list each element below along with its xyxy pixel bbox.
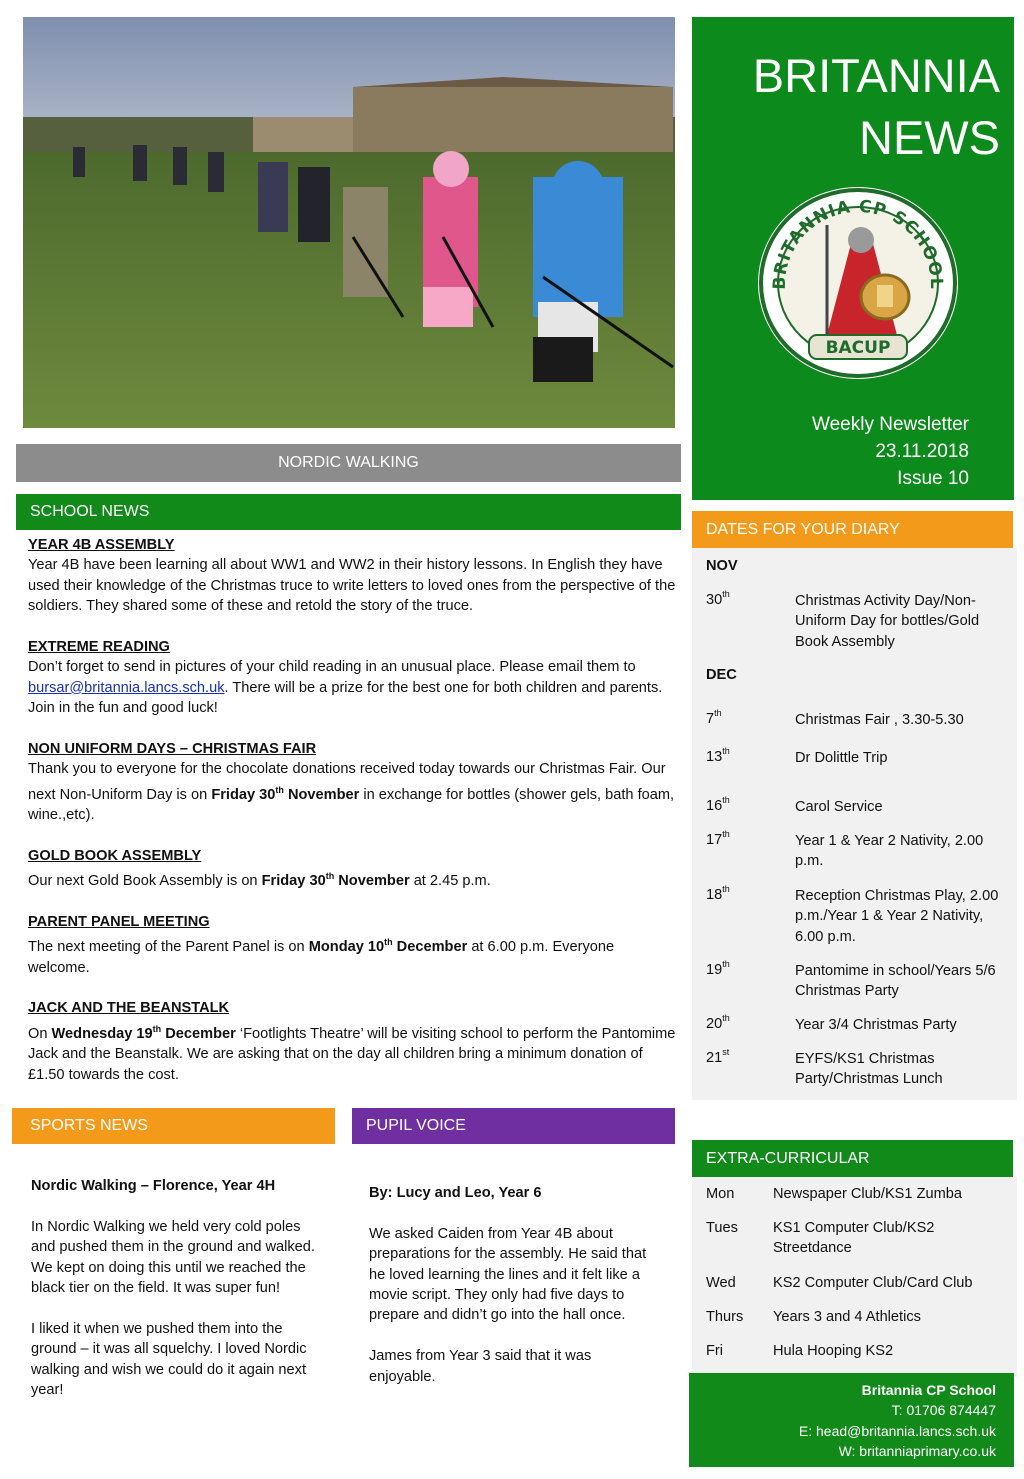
news-item	[28, 998, 678, 1084]
diary-event: Reception Christmas Play, 2.00 p.m./Year 1 & Year 2 Nativity, 6.00 p.m.	[795, 888, 999, 945]
diary-month-dec: DEC	[706, 667, 737, 683]
club-day: Wed	[706, 1275, 736, 1291]
issue-info	[812, 411, 969, 492]
diary-date: 16th	[706, 795, 730, 814]
diary-date: 20th	[706, 1013, 730, 1032]
news-item	[28, 637, 678, 719]
news-item	[28, 535, 678, 617]
news-item	[28, 846, 678, 892]
news-body: Don’t forget to send in pictures of your child reading in an unusual place. Please email them to bursar@britannia.lancs.sch.uk. There will be a prize for the best one for both children and parents. Join in the fun and good luck!	[28, 659, 663, 717]
club-day: Fri	[706, 1343, 724, 1359]
sports-news-body	[31, 1176, 316, 1421]
diary-date: 18th	[706, 884, 730, 903]
newsletter-label: Weekly Newsletter	[812, 414, 969, 435]
news-heading: JACK AND THE BEANSTALK	[28, 1000, 230, 1017]
diary-event: Year 1 & Year 2 Nativity, 2.00 p.m.	[795, 833, 984, 870]
news-heading: NON UNIFORM DAYS – CHRISTMAS FAIR	[28, 741, 317, 758]
news-item	[28, 912, 678, 978]
news-body: Thank you to everyone for the chocolate donations received today towards our Christmas Fair. Our next Non-Uniform Day is on Friday 30th November in exchange for bottles (shower gels, bath foam, wine.,etc).	[28, 761, 675, 824]
footer-school-name: Britannia CP School	[861, 1382, 996, 1398]
club-day: Mon	[706, 1186, 735, 1202]
extra-curricular-header: EXTRA-CURRICULAR	[692, 1140, 1013, 1177]
club-activity: KS2 Computer Club/Card Club	[773, 1275, 973, 1291]
footer-email: E: head@britannia.lancs.sch.uk	[798, 1422, 996, 1439]
sports-para: I liked it when we pushed them into the ground – it was all squelchy. I loved Nordic walking and wish we could do it again next year!	[31, 1320, 307, 1399]
issue-number: Issue 10	[897, 468, 969, 489]
news-body: Year 4B have been learning all about WW1 and WW2 in their history lessons. In English they have used their knowledge of the Christmas truce to write letters to loved ones from the perspective of the soldiers. They shared some of these and retold the story of the truce.	[28, 557, 676, 615]
pupil-voice-header: PUPIL VOICE	[352, 1108, 675, 1144]
club-day: Thurs	[706, 1309, 744, 1325]
diary-date: 21st	[706, 1047, 730, 1066]
diary-event: EYFS/KS1 Christmas Party/Christmas Lunch	[795, 1051, 943, 1088]
pupil-voice-body	[369, 1183, 654, 1407]
news-body: The next meeting of the Parent Panel is on Monday 10th December at 6.00 p.m. Everyone welcome.	[28, 937, 615, 976]
sports-byline: Nordic Walking – Florence, Year 4H	[31, 1178, 276, 1194]
svg-text:BACUP: BACUP	[825, 338, 891, 358]
diary-event: Christmas Activity Day/Non-Uniform Day for bottles/Gold Book Assembly	[795, 593, 980, 650]
photo-caption: NORDIC WALKING	[16, 444, 681, 482]
diary-event: Carol Service	[795, 799, 883, 815]
diary-event: Pantomime in school/Years 5/6 Christmas Party	[795, 963, 996, 1000]
news-heading: EXTREME READING	[28, 639, 170, 656]
news-heading: GOLD BOOK ASSEMBLY	[28, 847, 202, 864]
masthead-title: BRITANNIA	[752, 49, 1000, 102]
contact-footer	[689, 1373, 1014, 1467]
diary-date: 19th	[706, 959, 730, 978]
news-body: Our next Gold Book Assembly is on Friday 30th November at 2.45 p.m.	[28, 871, 491, 890]
club-day: Tues	[706, 1220, 738, 1236]
diary-event: Dr Dolittle Trip	[795, 750, 888, 766]
news-heading: PARENT PANEL MEETING	[28, 913, 210, 930]
diary-date: 7th	[706, 708, 722, 727]
diary-header: DATES FOR YOUR DIARY	[692, 511, 1013, 548]
footer-phone: T: 01706 874447	[891, 1402, 996, 1419]
news-item	[28, 739, 678, 825]
footer-website: W: britanniaprimary.co.uk	[838, 1443, 996, 1460]
news-body: On Wednesday 19th December ‘Footlights Theatre’ will be visiting school to perform the Pantomime Jack and the Beanstalk. We are asking that on the day all children bring a minimum donation of £1.50 towards the cost.	[28, 1023, 676, 1083]
diary-event: Year 3/4 Christmas Party	[795, 1017, 957, 1033]
club-activity: KS1 Computer Club/KS2 Streetdance	[773, 1220, 935, 1257]
club-activity: Newspaper Club/KS1 Zumba	[773, 1186, 962, 1202]
sports-para: In Nordic Walking we held very cold poles and pushed them in the ground and walked. We kept on doing this until we reached the black tier on the field. It was super fun!	[31, 1218, 315, 1297]
news-heading: YEAR 4B ASSEMBLY	[28, 537, 175, 553]
masthead-title: NEWS	[859, 111, 1000, 164]
diary-date: 30th	[706, 589, 730, 608]
diary-event: Christmas Fair , 3.30-5.30	[795, 712, 964, 728]
nordic-walking-photo	[23, 17, 675, 428]
club-activity: Years 3 and 4 Athletics	[773, 1309, 921, 1325]
bursar-email-link[interactable]: bursar@britannia.lancs.sch.uk	[28, 679, 225, 696]
school-news-body	[28, 535, 678, 1105]
sports-news-header: SPORTS NEWS	[12, 1108, 335, 1144]
club-activity: Hula Hooping KS2	[773, 1343, 894, 1359]
school-news-header: SCHOOL NEWS	[16, 494, 681, 530]
school-logo	[757, 185, 959, 381]
pupil-para: We asked Caiden from Year 4B about preparations for the assembly. He said that he loved learning the lines and it felt like a movie script. They only had five days to prepare and didn’t go into the hall once.	[369, 1225, 647, 1324]
issue-date: 23.11.2018	[875, 441, 969, 462]
pupil-para: James from Year 3 said that it was enjoyable.	[369, 1348, 592, 1385]
svg-text:BRITANNIA CP SCHOOL: BRITANNIA CP SCHOOL	[769, 196, 947, 290]
diary-date: 17th	[706, 829, 730, 848]
pupil-byline: By: Lucy and Leo, Year 6	[369, 1185, 542, 1201]
diary-date: 13th	[706, 746, 730, 765]
diary-month-nov: NOV	[706, 558, 738, 574]
